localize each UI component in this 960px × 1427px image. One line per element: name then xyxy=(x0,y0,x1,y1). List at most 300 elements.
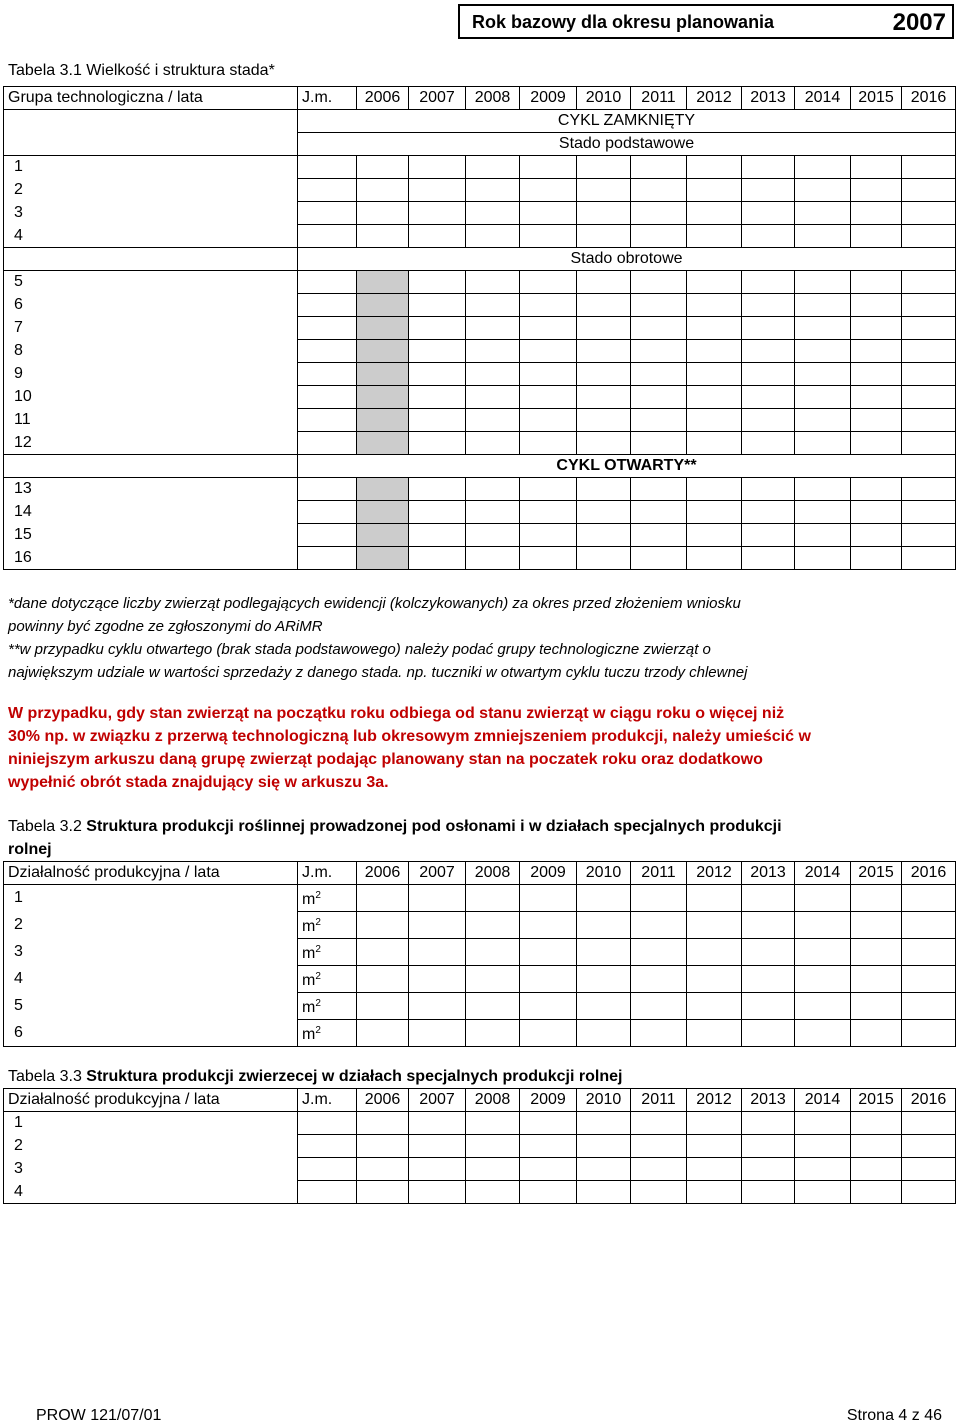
input-cell[interactable] xyxy=(687,547,742,570)
input-cell[interactable] xyxy=(742,432,795,455)
input-cell[interactable] xyxy=(795,966,851,993)
input-cell[interactable] xyxy=(795,179,851,202)
input-cell[interactable] xyxy=(851,478,902,501)
input-cell[interactable] xyxy=(577,294,631,317)
input-cell[interactable] xyxy=(902,340,956,363)
input-cell[interactable] xyxy=(687,501,742,524)
input-cell[interactable] xyxy=(409,993,466,1020)
input-cell[interactable] xyxy=(357,271,409,294)
input-cell[interactable] xyxy=(795,885,851,912)
input-cell[interactable] xyxy=(409,225,466,248)
input-cell[interactable] xyxy=(851,912,902,939)
input-cell[interactable] xyxy=(902,501,956,524)
input-cell[interactable] xyxy=(357,1181,409,1204)
input-cell[interactable] xyxy=(851,1112,902,1135)
input-cell[interactable] xyxy=(631,340,687,363)
input-cell[interactable] xyxy=(357,939,409,966)
input-cell[interactable] xyxy=(851,939,902,966)
unit-cell[interactable] xyxy=(298,501,357,524)
input-cell[interactable] xyxy=(577,524,631,547)
input-cell[interactable] xyxy=(742,1181,795,1204)
input-cell[interactable] xyxy=(687,156,742,179)
input-cell[interactable] xyxy=(795,1181,851,1204)
unit-cell[interactable] xyxy=(298,317,357,340)
input-cell[interactable] xyxy=(902,179,956,202)
input-cell[interactable] xyxy=(687,885,742,912)
input-cell[interactable] xyxy=(795,225,851,248)
input-cell[interactable] xyxy=(851,317,902,340)
input-cell[interactable] xyxy=(742,1158,795,1181)
input-cell[interactable] xyxy=(902,912,956,939)
input-cell[interactable] xyxy=(409,340,466,363)
input-cell[interactable] xyxy=(577,340,631,363)
input-cell[interactable] xyxy=(795,294,851,317)
input-cell[interactable] xyxy=(742,1112,795,1135)
input-cell[interactable] xyxy=(357,478,409,501)
input-cell[interactable] xyxy=(357,294,409,317)
input-cell[interactable] xyxy=(902,1181,956,1204)
input-cell[interactable] xyxy=(851,409,902,432)
input-cell[interactable] xyxy=(409,547,466,570)
input-cell[interactable] xyxy=(409,966,466,993)
input-cell[interactable] xyxy=(795,478,851,501)
input-cell[interactable] xyxy=(357,501,409,524)
input-cell[interactable] xyxy=(742,317,795,340)
input-cell[interactable] xyxy=(795,993,851,1020)
input-cell[interactable] xyxy=(357,993,409,1020)
input-cell[interactable] xyxy=(742,912,795,939)
input-cell[interactable] xyxy=(795,939,851,966)
input-cell[interactable] xyxy=(902,156,956,179)
input-cell[interactable] xyxy=(577,478,631,501)
input-cell[interactable] xyxy=(631,547,687,570)
input-cell[interactable] xyxy=(902,271,956,294)
input-cell[interactable] xyxy=(902,939,956,966)
input-cell[interactable] xyxy=(466,501,520,524)
input-cell[interactable] xyxy=(687,1158,742,1181)
input-cell[interactable] xyxy=(631,432,687,455)
input-cell[interactable] xyxy=(742,386,795,409)
input-cell[interactable] xyxy=(409,524,466,547)
unit-cell[interactable] xyxy=(298,386,357,409)
unit-cell[interactable] xyxy=(298,294,357,317)
input-cell[interactable] xyxy=(851,294,902,317)
input-cell[interactable] xyxy=(851,1158,902,1181)
input-cell[interactable] xyxy=(357,317,409,340)
input-cell[interactable] xyxy=(687,432,742,455)
input-cell[interactable] xyxy=(520,524,577,547)
input-cell[interactable] xyxy=(687,1020,742,1047)
input-cell[interactable] xyxy=(466,1020,520,1047)
input-cell[interactable] xyxy=(851,363,902,386)
input-cell[interactable] xyxy=(631,1020,687,1047)
input-cell[interactable] xyxy=(687,939,742,966)
input-cell[interactable] xyxy=(851,1135,902,1158)
input-cell[interactable] xyxy=(851,501,902,524)
unit-cell[interactable] xyxy=(298,1158,357,1181)
input-cell[interactable] xyxy=(520,478,577,501)
input-cell[interactable] xyxy=(902,1158,956,1181)
input-cell[interactable] xyxy=(742,547,795,570)
input-cell[interactable] xyxy=(466,547,520,570)
input-cell[interactable] xyxy=(795,432,851,455)
input-cell[interactable] xyxy=(520,1181,577,1204)
input-cell[interactable] xyxy=(520,1158,577,1181)
input-cell[interactable] xyxy=(466,340,520,363)
input-cell[interactable] xyxy=(795,317,851,340)
input-cell[interactable] xyxy=(687,409,742,432)
input-cell[interactable] xyxy=(902,432,956,455)
unit-cell[interactable] xyxy=(298,363,357,386)
input-cell[interactable] xyxy=(742,885,795,912)
input-cell[interactable] xyxy=(631,1112,687,1135)
input-cell[interactable] xyxy=(409,501,466,524)
input-cell[interactable] xyxy=(577,271,631,294)
input-cell[interactable] xyxy=(577,547,631,570)
input-cell[interactable] xyxy=(687,363,742,386)
input-cell[interactable] xyxy=(742,1020,795,1047)
input-cell[interactable] xyxy=(466,966,520,993)
input-cell[interactable] xyxy=(520,1135,577,1158)
input-cell[interactable] xyxy=(902,202,956,225)
input-cell[interactable] xyxy=(851,271,902,294)
input-cell[interactable] xyxy=(742,993,795,1020)
unit-cell[interactable] xyxy=(298,524,357,547)
input-cell[interactable] xyxy=(742,409,795,432)
input-cell[interactable] xyxy=(409,1112,466,1135)
input-cell[interactable] xyxy=(520,501,577,524)
input-cell[interactable] xyxy=(409,912,466,939)
input-cell[interactable] xyxy=(795,409,851,432)
input-cell[interactable] xyxy=(409,478,466,501)
input-cell[interactable] xyxy=(577,409,631,432)
input-cell[interactable] xyxy=(631,363,687,386)
input-cell[interactable] xyxy=(687,340,742,363)
input-cell[interactable] xyxy=(577,386,631,409)
input-cell[interactable] xyxy=(902,478,956,501)
input-cell[interactable] xyxy=(577,202,631,225)
input-cell[interactable] xyxy=(577,317,631,340)
input-cell[interactable] xyxy=(851,386,902,409)
input-cell[interactable] xyxy=(520,885,577,912)
input-cell[interactable] xyxy=(466,179,520,202)
input-cell[interactable] xyxy=(902,225,956,248)
input-cell[interactable] xyxy=(631,317,687,340)
input-cell[interactable] xyxy=(577,993,631,1020)
unit-cell[interactable] xyxy=(298,432,357,455)
input-cell[interactable] xyxy=(902,1112,956,1135)
input-cell[interactable] xyxy=(577,225,631,248)
input-cell[interactable] xyxy=(577,432,631,455)
input-cell[interactable] xyxy=(795,202,851,225)
input-cell[interactable] xyxy=(687,202,742,225)
input-cell[interactable] xyxy=(357,1135,409,1158)
input-cell[interactable] xyxy=(742,1135,795,1158)
input-cell[interactable] xyxy=(631,1135,687,1158)
input-cell[interactable] xyxy=(409,317,466,340)
input-cell[interactable] xyxy=(409,409,466,432)
input-cell[interactable] xyxy=(851,547,902,570)
input-cell[interactable] xyxy=(466,1181,520,1204)
input-cell[interactable] xyxy=(851,524,902,547)
input-cell[interactable] xyxy=(902,409,956,432)
input-cell[interactable] xyxy=(466,294,520,317)
input-cell[interactable] xyxy=(409,939,466,966)
input-cell[interactable] xyxy=(357,432,409,455)
input-cell[interactable] xyxy=(357,912,409,939)
input-cell[interactable] xyxy=(795,363,851,386)
input-cell[interactable] xyxy=(520,386,577,409)
input-cell[interactable] xyxy=(631,993,687,1020)
input-cell[interactable] xyxy=(742,271,795,294)
input-cell[interactable] xyxy=(851,202,902,225)
input-cell[interactable] xyxy=(795,1158,851,1181)
input-cell[interactable] xyxy=(520,912,577,939)
input-cell[interactable] xyxy=(795,156,851,179)
input-cell[interactable] xyxy=(902,885,956,912)
input-cell[interactable] xyxy=(577,179,631,202)
input-cell[interactable] xyxy=(687,524,742,547)
input-cell[interactable] xyxy=(520,317,577,340)
input-cell[interactable] xyxy=(520,939,577,966)
input-cell[interactable] xyxy=(687,912,742,939)
input-cell[interactable] xyxy=(466,271,520,294)
input-cell[interactable] xyxy=(631,478,687,501)
unit-cell[interactable] xyxy=(298,478,357,501)
unit-cell[interactable] xyxy=(298,1112,357,1135)
input-cell[interactable] xyxy=(631,1181,687,1204)
input-cell[interactable] xyxy=(577,1135,631,1158)
input-cell[interactable] xyxy=(577,885,631,912)
input-cell[interactable] xyxy=(687,1181,742,1204)
input-cell[interactable] xyxy=(902,1135,956,1158)
input-cell[interactable] xyxy=(409,885,466,912)
unit-cell[interactable] xyxy=(298,156,357,179)
input-cell[interactable] xyxy=(742,179,795,202)
input-cell[interactable] xyxy=(631,885,687,912)
input-cell[interactable] xyxy=(577,912,631,939)
input-cell[interactable] xyxy=(409,294,466,317)
input-cell[interactable] xyxy=(577,501,631,524)
input-cell[interactable] xyxy=(466,1112,520,1135)
input-cell[interactable] xyxy=(902,294,956,317)
input-cell[interactable] xyxy=(520,993,577,1020)
input-cell[interactable] xyxy=(851,340,902,363)
input-cell[interactable] xyxy=(742,156,795,179)
input-cell[interactable] xyxy=(357,885,409,912)
input-cell[interactable] xyxy=(631,501,687,524)
input-cell[interactable] xyxy=(851,432,902,455)
input-cell[interactable] xyxy=(409,363,466,386)
input-cell[interactable] xyxy=(466,432,520,455)
input-cell[interactable] xyxy=(520,409,577,432)
input-cell[interactable] xyxy=(357,409,409,432)
input-cell[interactable] xyxy=(520,156,577,179)
input-cell[interactable] xyxy=(631,912,687,939)
input-cell[interactable] xyxy=(687,966,742,993)
input-cell[interactable] xyxy=(742,524,795,547)
input-cell[interactable] xyxy=(466,524,520,547)
input-cell[interactable] xyxy=(851,1020,902,1047)
input-cell[interactable] xyxy=(742,294,795,317)
input-cell[interactable] xyxy=(742,225,795,248)
input-cell[interactable] xyxy=(851,179,902,202)
input-cell[interactable] xyxy=(687,1112,742,1135)
input-cell[interactable] xyxy=(631,225,687,248)
input-cell[interactable] xyxy=(687,386,742,409)
unit-cell[interactable] xyxy=(298,1181,357,1204)
input-cell[interactable] xyxy=(466,478,520,501)
input-cell[interactable] xyxy=(742,966,795,993)
input-cell[interactable] xyxy=(466,912,520,939)
input-cell[interactable] xyxy=(742,202,795,225)
input-cell[interactable] xyxy=(409,1135,466,1158)
input-cell[interactable] xyxy=(357,340,409,363)
input-cell[interactable] xyxy=(631,939,687,966)
unit-cell[interactable] xyxy=(298,202,357,225)
input-cell[interactable] xyxy=(851,1181,902,1204)
input-cell[interactable] xyxy=(902,966,956,993)
input-cell[interactable] xyxy=(687,271,742,294)
input-cell[interactable] xyxy=(902,524,956,547)
input-cell[interactable] xyxy=(631,386,687,409)
input-cell[interactable] xyxy=(687,1135,742,1158)
input-cell[interactable] xyxy=(631,1158,687,1181)
unit-cell[interactable] xyxy=(298,179,357,202)
input-cell[interactable] xyxy=(851,225,902,248)
input-cell[interactable] xyxy=(631,271,687,294)
input-cell[interactable] xyxy=(742,501,795,524)
input-cell[interactable] xyxy=(687,317,742,340)
input-cell[interactable] xyxy=(357,524,409,547)
input-cell[interactable] xyxy=(409,1020,466,1047)
input-cell[interactable] xyxy=(357,363,409,386)
input-cell[interactable] xyxy=(902,993,956,1020)
input-cell[interactable] xyxy=(902,363,956,386)
input-cell[interactable] xyxy=(520,225,577,248)
input-cell[interactable] xyxy=(520,547,577,570)
input-cell[interactable] xyxy=(795,1020,851,1047)
input-cell[interactable] xyxy=(795,386,851,409)
input-cell[interactable] xyxy=(577,363,631,386)
input-cell[interactable] xyxy=(357,225,409,248)
input-cell[interactable] xyxy=(577,1112,631,1135)
input-cell[interactable] xyxy=(851,156,902,179)
unit-cell[interactable] xyxy=(298,225,357,248)
input-cell[interactable] xyxy=(577,1020,631,1047)
unit-cell[interactable] xyxy=(298,547,357,570)
input-cell[interactable] xyxy=(520,1020,577,1047)
input-cell[interactable] xyxy=(466,225,520,248)
input-cell[interactable] xyxy=(795,912,851,939)
input-cell[interactable] xyxy=(520,1112,577,1135)
input-cell[interactable] xyxy=(902,386,956,409)
input-cell[interactable] xyxy=(577,1181,631,1204)
input-cell[interactable] xyxy=(357,1112,409,1135)
input-cell[interactable] xyxy=(687,478,742,501)
input-cell[interactable] xyxy=(631,156,687,179)
input-cell[interactable] xyxy=(409,1158,466,1181)
input-cell[interactable] xyxy=(687,225,742,248)
input-cell[interactable] xyxy=(577,156,631,179)
input-cell[interactable] xyxy=(357,1020,409,1047)
input-cell[interactable] xyxy=(795,1112,851,1135)
input-cell[interactable] xyxy=(466,363,520,386)
input-cell[interactable] xyxy=(577,1158,631,1181)
input-cell[interactable] xyxy=(742,939,795,966)
input-cell[interactable] xyxy=(357,1158,409,1181)
input-cell[interactable] xyxy=(466,885,520,912)
input-cell[interactable] xyxy=(466,317,520,340)
input-cell[interactable] xyxy=(409,432,466,455)
input-cell[interactable] xyxy=(466,386,520,409)
input-cell[interactable] xyxy=(631,294,687,317)
input-cell[interactable] xyxy=(520,432,577,455)
input-cell[interactable] xyxy=(851,966,902,993)
input-cell[interactable] xyxy=(687,179,742,202)
unit-cell[interactable] xyxy=(298,340,357,363)
unit-cell[interactable] xyxy=(298,1135,357,1158)
input-cell[interactable] xyxy=(466,202,520,225)
input-cell[interactable] xyxy=(687,993,742,1020)
input-cell[interactable] xyxy=(631,966,687,993)
input-cell[interactable] xyxy=(520,966,577,993)
input-cell[interactable] xyxy=(357,156,409,179)
unit-cell[interactable] xyxy=(298,409,357,432)
input-cell[interactable] xyxy=(631,524,687,547)
input-cell[interactable] xyxy=(795,501,851,524)
input-cell[interactable] xyxy=(795,547,851,570)
input-cell[interactable] xyxy=(795,271,851,294)
input-cell[interactable] xyxy=(357,202,409,225)
input-cell[interactable] xyxy=(409,202,466,225)
input-cell[interactable] xyxy=(902,547,956,570)
input-cell[interactable] xyxy=(409,156,466,179)
input-cell[interactable] xyxy=(851,885,902,912)
input-cell[interactable] xyxy=(631,409,687,432)
input-cell[interactable] xyxy=(520,340,577,363)
input-cell[interactable] xyxy=(466,1158,520,1181)
input-cell[interactable] xyxy=(466,156,520,179)
input-cell[interactable] xyxy=(357,547,409,570)
input-cell[interactable] xyxy=(902,317,956,340)
input-cell[interactable] xyxy=(466,939,520,966)
input-cell[interactable] xyxy=(466,993,520,1020)
input-cell[interactable] xyxy=(687,294,742,317)
input-cell[interactable] xyxy=(631,179,687,202)
input-cell[interactable] xyxy=(795,524,851,547)
input-cell[interactable] xyxy=(520,179,577,202)
input-cell[interactable] xyxy=(466,409,520,432)
input-cell[interactable] xyxy=(520,294,577,317)
input-cell[interactable] xyxy=(742,478,795,501)
input-cell[interactable] xyxy=(795,340,851,363)
input-cell[interactable] xyxy=(520,363,577,386)
input-cell[interactable] xyxy=(520,202,577,225)
input-cell[interactable] xyxy=(409,179,466,202)
input-cell[interactable] xyxy=(520,271,577,294)
unit-cell[interactable] xyxy=(298,271,357,294)
input-cell[interactable] xyxy=(577,966,631,993)
input-cell[interactable] xyxy=(357,966,409,993)
input-cell[interactable] xyxy=(851,993,902,1020)
input-cell[interactable] xyxy=(409,271,466,294)
input-cell[interactable] xyxy=(466,1135,520,1158)
input-cell[interactable] xyxy=(409,386,466,409)
input-cell[interactable] xyxy=(742,363,795,386)
input-cell[interactable] xyxy=(631,202,687,225)
input-cell[interactable] xyxy=(409,1181,466,1204)
